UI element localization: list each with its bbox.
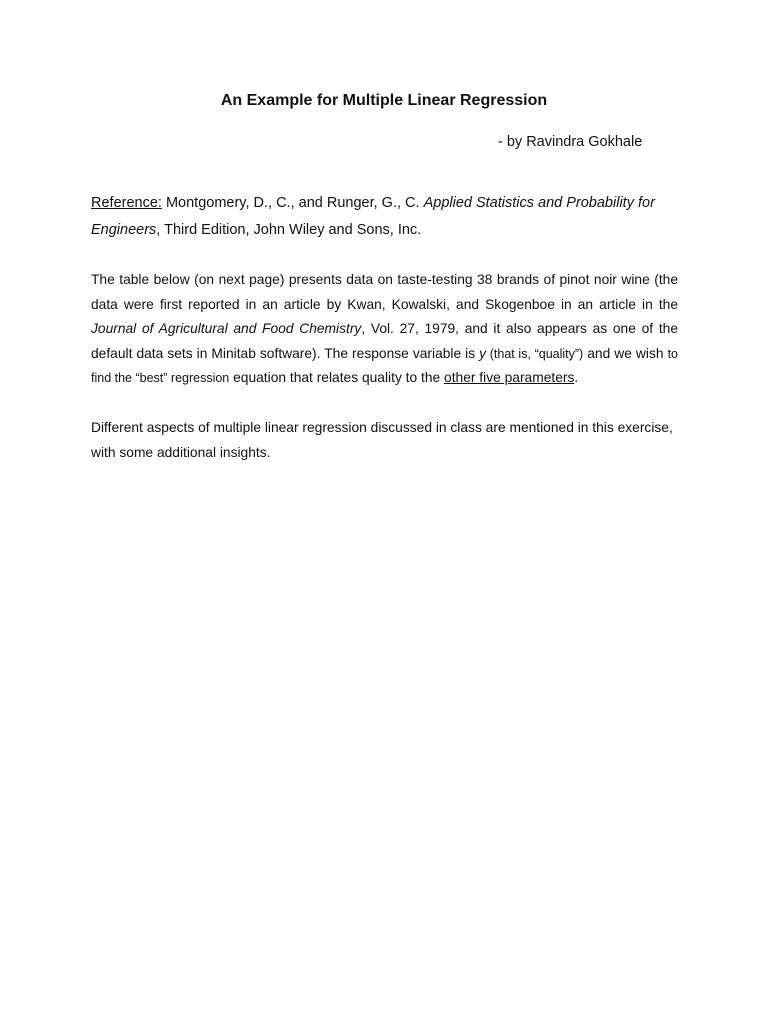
- author-line: - by Ravindra Gokhale: [498, 134, 643, 150]
- intro-text-4: equation that relates quality to the: [229, 370, 445, 386]
- reference-label: Reference:: [91, 195, 162, 211]
- reference-authors: Montgomery, D., C., and Runger, G., C.: [161, 195, 424, 211]
- intro-text-3: and we wish: [583, 345, 668, 361]
- reference-rest: , Third Edition, John Wiley and Sons, Inc.: [156, 222, 422, 238]
- intro-text-end: .: [574, 370, 579, 386]
- intro-text-1: The table below (on next page) presents data on taste-testing 38 brands of pinot noir wine (the data were first reported in an article by Kwan, Kowalski, and Skogenboe in an article in the: [91, 272, 678, 312]
- intro-small-text-1: (that is, “quality”): [486, 346, 584, 361]
- document-title: An Example for Multiple Linear Regression: [220, 92, 548, 109]
- reference-book-title: Applied Statistics and Probability for Engineers: [91, 195, 655, 238]
- intro-paragraph: [91, 268, 678, 391]
- intro-text-2: , Vol. 27, 1979, and it also appears as one of the default data sets in Minitab software). The response variable is: [91, 321, 678, 361]
- other-parameters-link: other five parameters: [444, 370, 575, 386]
- aspects-paragraph: Different aspects of multiple linear regression discussed in class are mentioned in this exercise, with some additional insights.: [91, 420, 673, 460]
- response-variable: y: [479, 345, 487, 361]
- reference-paragraph: [91, 190, 678, 244]
- journal-name: Journal of Agricultural and Food Chemistry: [91, 321, 362, 337]
- intro-small-text-2: to find the “best” regression: [91, 346, 678, 386]
